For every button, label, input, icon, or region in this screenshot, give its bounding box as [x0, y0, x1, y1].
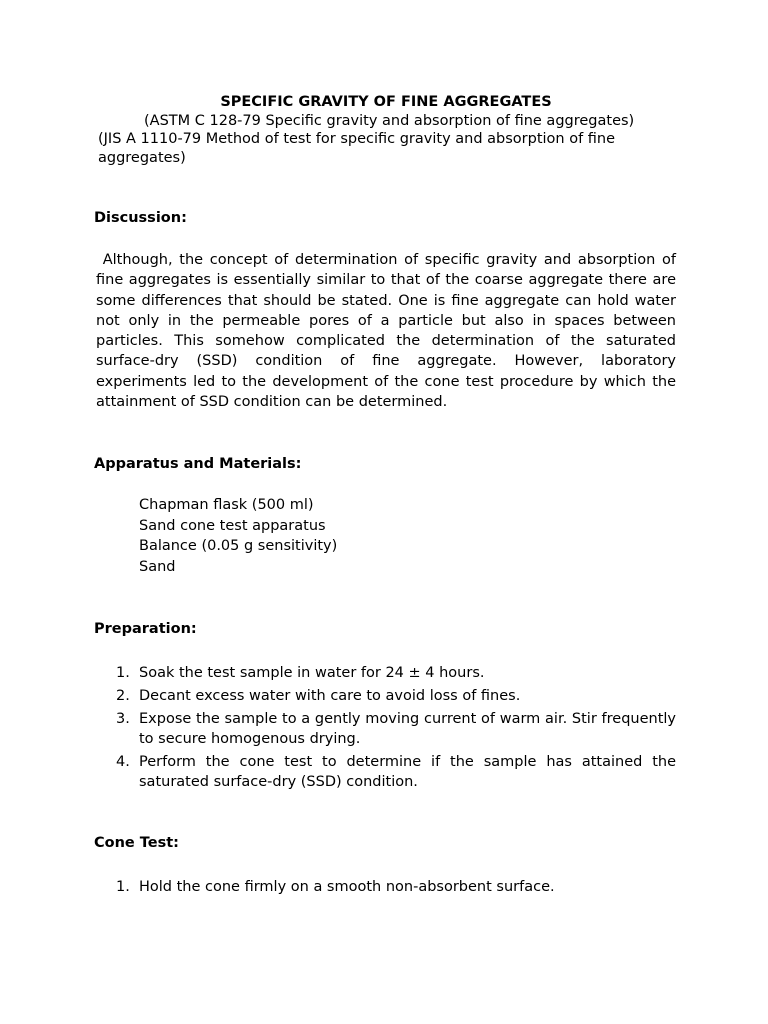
step-text: Decant excess water with care to avoid loss of fines. [139, 687, 521, 704]
cone-test-heading: Cone Test: [94, 835, 179, 851]
list-item [96, 877, 676, 897]
list-item: Balance (0.05 g sensitivity) [139, 538, 338, 555]
step-text: Expose the sample to a gently moving current of warm air. Stir frequently to secure homogenous drying. [139, 710, 676, 747]
discussion-paragraph: Although, the concept of determination of specific gravity and absorption of fine aggregates is essentially similar to that of the coarse aggregate there are some differences that should be stated. One is fine aggregate can hold water not only in the permeable pores of a particle but also in spaces between particles. This somehow complicated the determination of the saturated surface-dry (SSD) condition of fine aggregate. However, laboratory experiments led to the development of the cone test procedure by which the attainment of SSD condition can be determined. [96, 252, 681, 410]
list-item: Chapman flask (500 ml) [139, 497, 314, 513]
list-item [96, 709, 676, 750]
step-text: Perform the cone test to determine if the sample has attained the saturated surface-dry (SSD) condition. [139, 753, 676, 790]
document-title: SPECIFIC GRAVITY OF FINE AGGREGATES [220, 94, 552, 110]
list-item [96, 752, 676, 793]
discussion-heading: Discussion: [94, 210, 187, 226]
step-number: 2. [116, 687, 130, 704]
step-number: 3. [116, 710, 130, 727]
list-item: Sand [139, 559, 176, 576]
step-number: 1. [116, 879, 130, 895]
list-item [96, 663, 676, 683]
step-text: Soak the test sample in water for 24 ± 4 hours. [139, 665, 485, 681]
step-number: 4. [116, 753, 130, 770]
preparation-steps [96, 663, 676, 795]
astm-reference: (ASTM C 128-79 Specific gravity and absorption of fine aggregates) [144, 113, 635, 129]
jis-reference: (JIS A 1110-79 Method of test for specific gravity and absorption of fine aggregates) [98, 131, 616, 166]
step-text: Hold the cone firmly on a smooth non-absorbent surface. [139, 879, 555, 895]
list-item [96, 686, 676, 706]
list-item: Sand cone test apparatus [139, 517, 326, 534]
apparatus-list [139, 495, 337, 578]
step-number: 1. [116, 665, 130, 681]
apparatus-heading: Apparatus and Materials: [94, 456, 302, 472]
preparation-heading: Preparation: [94, 621, 197, 637]
cone-test-steps [96, 877, 676, 900]
